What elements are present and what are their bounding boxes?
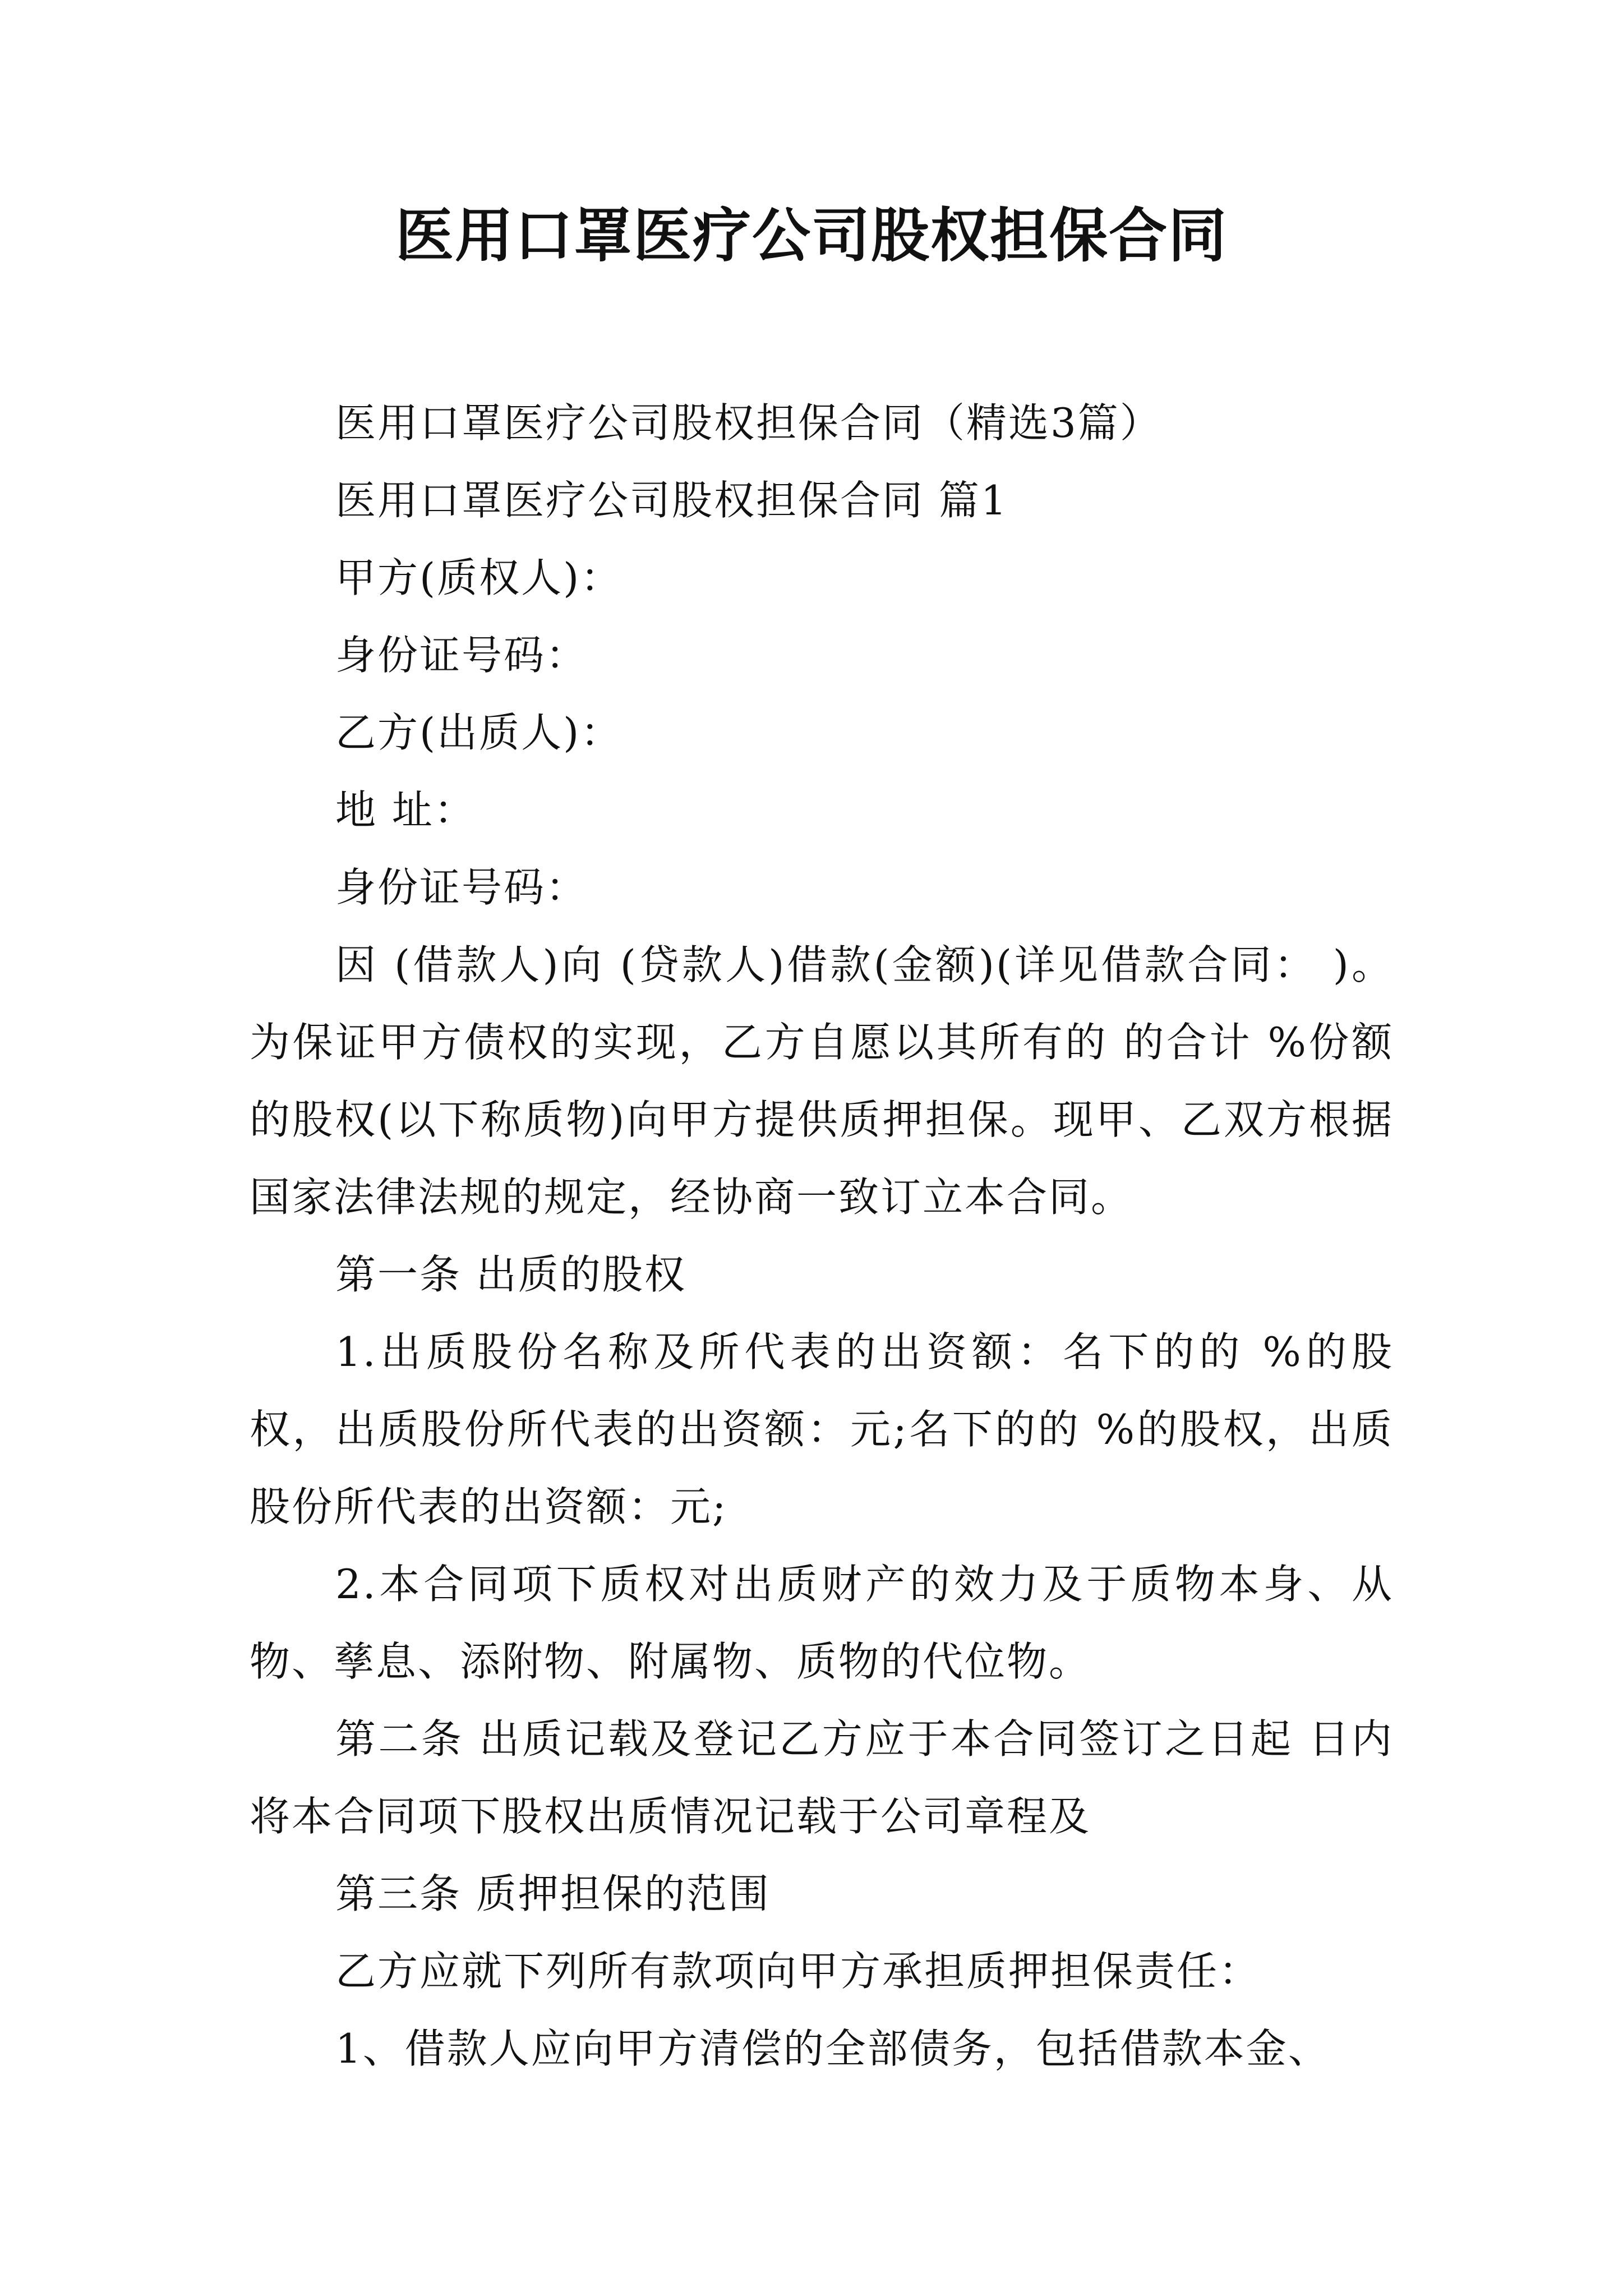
paragraph-preamble: 因 (借款人)向 (贷款人)借款(金额)(详见借款合同： )。为保证甲方债权的实现，乙方自愿以其所有的 的合计 %份额的股权(以下称质物)向甲方提供质押担保。现甲、乙双方根据国家法律法规的规定，经协商一致订立本合同。 — [250, 941, 1394, 1221]
paragraph-id-number-b: 身份证号码： — [335, 864, 588, 911]
document-body — [250, 384, 1394, 2087]
paragraph-article-2: 第二条 出质记载及登记乙方应于本合同签订之日起 日内将本合同项下股权出质情况记载于公司章程及 — [250, 1715, 1394, 1840]
document-title: 医用口罩医疗公司股权担保合同 — [395, 201, 1228, 270]
paragraph-article-1-item-2: 2.本合同项下质权对出质财产的效力及于质物本身、从物、孳息、添附物、附属物、质物的代位物。 — [250, 1561, 1394, 1685]
paragraph-subtitle: 医用口罩医疗公司股权担保合同（精选3篇） — [335, 399, 1162, 447]
paragraph-article-1: 第一条 出质的股权 — [335, 1251, 686, 1298]
paragraph-address: 地 址： — [335, 786, 476, 834]
paragraph-article-3-item-1: 1、借款人应向甲方清偿的全部债务，包括借款本金、 — [335, 2025, 1330, 2072]
paragraph-party-b: 乙方(出质人)： — [335, 709, 623, 756]
paragraph-part-heading: 医用口罩医疗公司股权担保合同 篇1 — [335, 477, 1008, 524]
paragraph-party-a: 甲方(质权人)： — [335, 554, 623, 601]
paragraph-article-1-item-1: 1.出质股份名称及所代表的出资额：名下的的 %的股权，出质股份所代表的出资额：元;名下的的 %的股权，出质股份所代表的出资额：元; — [250, 1328, 1394, 1530]
paragraph-article-3-intro: 乙方应就下列所有款项向甲方承担质押担保责任： — [335, 1948, 1261, 1995]
paragraph-article-3: 第三条 质押担保的范围 — [335, 1870, 771, 1917]
paragraph-id-number-a: 身份证号码： — [335, 632, 588, 679]
